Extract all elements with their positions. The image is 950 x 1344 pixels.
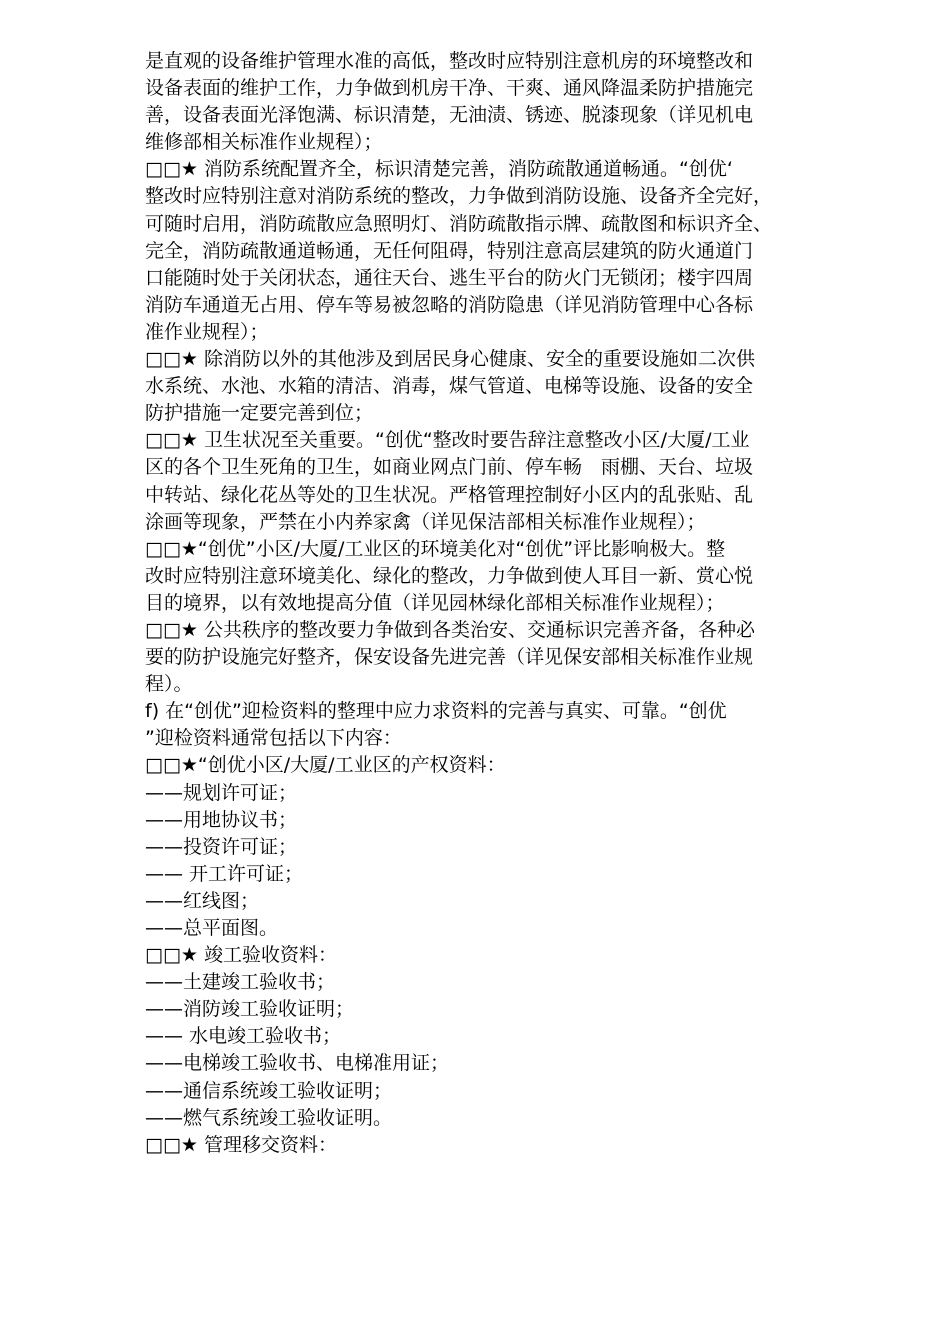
document-body xyxy=(145,48,875,1159)
text-line: 维修部相关标准作业规程）； xyxy=(145,131,383,154)
text-line: —— 开工许可证； xyxy=(145,862,304,885)
text-line: 涂画等现象，严禁在小内养家禽（详见保洁部相关标准作业规程）； xyxy=(145,510,706,533)
text-line: 完全，消防疏散通道畅通，无任何阻碍，特别注意高层建筑的防火通道门 xyxy=(145,239,754,262)
text-line: □□★ 管理移交资料： xyxy=(145,1133,337,1156)
text-line: 善，设备表面光泽饱满、标识清楚，无油渍、锈迹、脱漆现象（详见机电 xyxy=(145,104,754,127)
text-line: □□★“创优”小区/大厦/工业区的环境美化对“创优”评比影响极大。整 xyxy=(145,537,726,560)
text-line: ——红线图； xyxy=(145,889,260,912)
text-line: □□★ 卫生状况至关重要。“创优“整改时要告辞注意整改小区/大厦/工业 xyxy=(145,429,750,452)
text-line: 改时应特别注意环境美化、绿化的整改，力争做到使人耳目一新、赏心悦 xyxy=(145,564,754,587)
text-line: 消防车通道无占用、停车等易被忽略的消防隐患（详见消防管理中心各标 xyxy=(145,293,754,316)
text-line: 设备表面的维护工作，力争做到机房干净、干爽、通风降温柔防护措施完 xyxy=(145,77,754,100)
text-line: □□★ 公共秩序的整改要力争做到各类治安、交通标识完善齐备，各种必 xyxy=(145,618,755,641)
text-line: 中转站、绿化花丛等处的卫生状况。严格管理控制好小区内的乱张贴、乱 xyxy=(145,483,754,506)
text-line: 程）。 xyxy=(145,673,193,696)
text-line: □□★ 除消防以外的其他涉及到居民身心健康、安全的重要设施如二次供 xyxy=(145,348,755,371)
text-line: □□★ 竣工验收资料： xyxy=(145,944,337,967)
text-line: □□★“创优小区/大厦/工业区的产权资料： xyxy=(145,754,506,777)
text-line: ——电梯竣工验收书、电梯准用证； xyxy=(145,1052,450,1075)
text-line: 要的防护设施完好整齐，保安设备先进完善（详见保安部相关标准作业规 xyxy=(145,646,754,669)
text-line: 整改时应特别注意对消防系统的整改，力争做到消防设施、设备齐全完好， xyxy=(145,185,773,208)
text-line: ——消防竣工验收证明； xyxy=(145,998,355,1021)
text-line: 口能随时处于关闭状态，通往天台、逃生平台的防火门无锁闭；楼宇四周 xyxy=(145,266,754,289)
text-line: ——总平面图。 xyxy=(145,917,279,939)
text-line: 准作业规程）； xyxy=(145,320,269,343)
text-line: f) 在“创优”迎检资料的整理中应力求资料的完善与真实、可靠。“创优 xyxy=(145,700,727,723)
text-line: ——用地协议书； xyxy=(145,808,298,831)
text-line: 可随时启用，消防疏散应急照明灯、消防疏散指示牌、疏散图和标识齐全、 xyxy=(145,212,773,235)
text-line: ”迎检资料通常包括以下内容： xyxy=(145,727,402,750)
text-line: □□★ 消防系统配置齐全，标识清楚完善，消防疏散通道畅通。“创优‘ xyxy=(145,158,733,181)
text-line: ——土建竣工验收书； xyxy=(145,971,336,994)
text-line: 水系统、水池、水箱的清洁、消毒，煤气管道、电梯等设施、设备的安全 xyxy=(145,375,754,398)
text-line: ——规划许可证； xyxy=(145,781,298,804)
text-line: ——投资许可证； xyxy=(145,835,298,858)
text-line: —— 水电竣工验收书； xyxy=(145,1025,342,1048)
text-line: ——燃气系统竣工验收证明。 xyxy=(145,1106,393,1129)
text-line: 防护措施一定要完善到位； xyxy=(145,402,374,425)
text-line: 区的各个卫生死角的卫生，如商业网点门前、停车畅 雨棚、天台、垃圾 xyxy=(145,456,754,479)
text-line: 目的境界，以有效地提高分值（详见园林绿化部相关标准作业规程）； xyxy=(145,591,725,614)
text-line: 是直观的设备维护管理水准的高低，整改时应特别注意机房的环境整改和 xyxy=(145,50,754,72)
text-line: ——通信系统竣工验收证明； xyxy=(145,1079,393,1102)
